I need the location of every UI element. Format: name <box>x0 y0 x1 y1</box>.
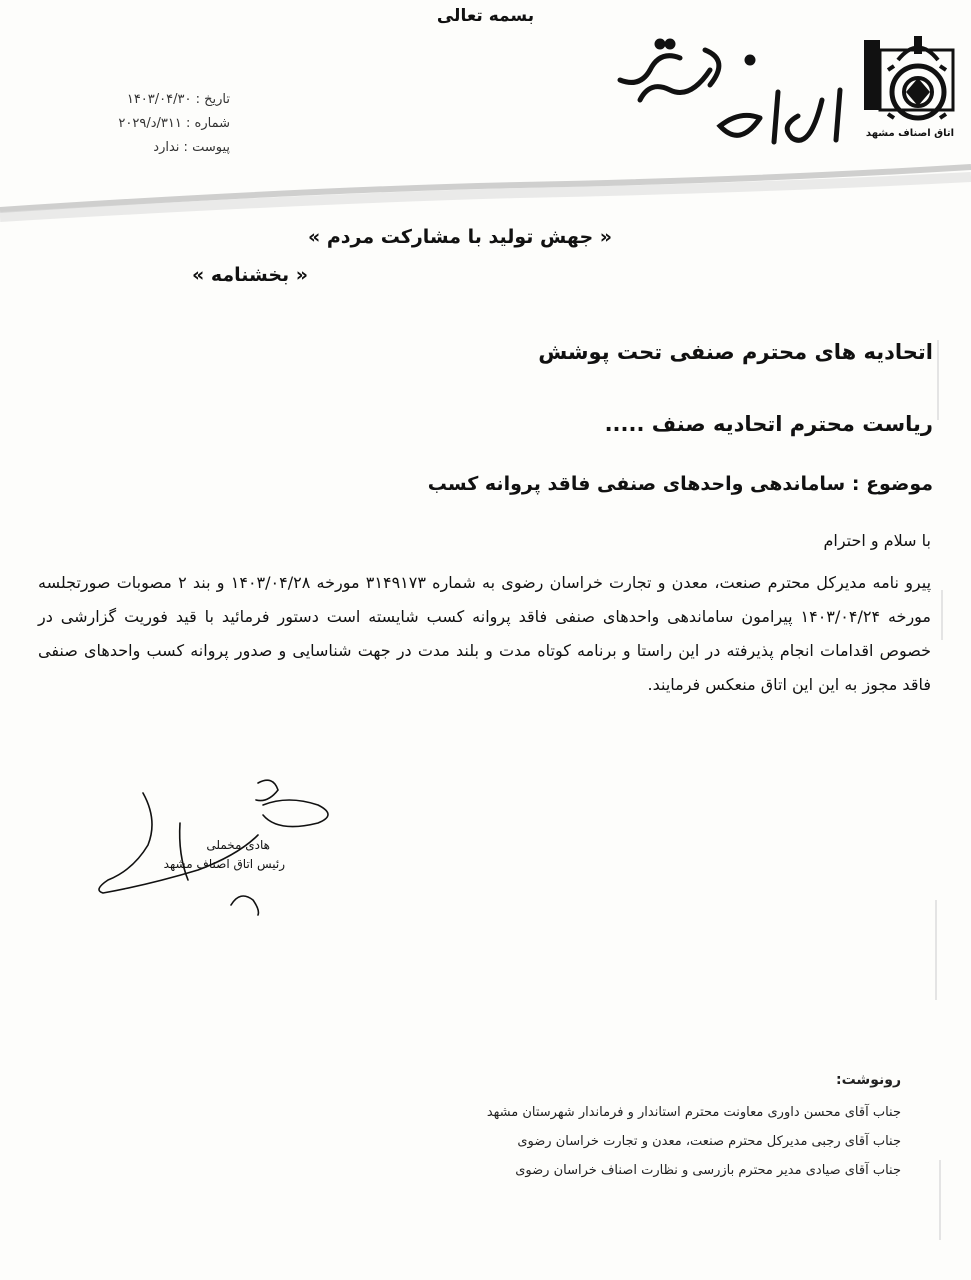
circular-heading: « بخشنامه » <box>191 264 309 286</box>
bismillah-heading: بسمه تعالی <box>436 6 535 26</box>
date-row: تاریخ : ۱۴۰۳/۰۴/۳۰ <box>126 92 230 107</box>
signer-title: رئیس اتاق اصناف مشهد <box>163 857 285 871</box>
greeting: با سلام و احترام <box>823 531 931 550</box>
cc-item: جناب آقای محسن داوری معاونت محترم استاندار و فرماندار شهرستان مشهد <box>486 1105 901 1120</box>
header-divider-swoosh <box>0 155 971 225</box>
slogan: « جهش تولید با مشارکت مردم » <box>307 226 613 248</box>
date-label: تاریخ <box>204 92 230 107</box>
number-label: شماره <box>194 116 230 131</box>
attachment-label: پیوست <box>192 140 230 155</box>
addressee-line-1: اتحادیه های محترم صنفی تحت پوشش <box>538 340 933 364</box>
addressee-line-2: ریاست محترم اتحادیه صنف ..... <box>604 412 933 436</box>
signer-name: هادی مخملی <box>206 838 270 852</box>
cc-block <box>431 1072 901 1185</box>
cc-title: رونوشت: <box>836 1072 901 1088</box>
brand-calligraphy-logo <box>610 30 855 160</box>
scan-edge-marks <box>920 300 950 1250</box>
number-value: ۳۱۱/د/۲۰۲۹ <box>118 116 182 131</box>
attachment-row: پیوست : ندارد <box>153 140 230 155</box>
letter-meta <box>60 88 230 160</box>
attachment-value: ندارد <box>153 140 180 155</box>
logo-caption: اتاق اصناف مشهد <box>865 128 955 139</box>
subject-line: موضوع : ساماندهی واحدهای صنفی فاقد پروانه کسب <box>427 473 933 495</box>
number-row: شماره : ۳۱۱/د/۲۰۲۹ <box>118 116 230 131</box>
date-value: ۱۴۰۳/۰۴/۳۰ <box>126 92 192 107</box>
letter-body: پیرو نامه مدیرکل محترم صنعت، معدن و تجارت خراسان رضوی به شماره ۳۱۴۹۱۷۳ مورخه ۱۴۰۳/۰۴/۲۸ و بند ۲ مصوبات صورتجلسه مورخه ۱۴۰۳/۰۴/۲۴ پیرامون ساماندهی واحدهای صنفی فاقد پروانه کسب شایسته است دستور فرمائید با قید فوریت گزارشی در خصوص اقدامات انجام پذیرفته در این راستا و برنامه کوتاه مدت و بلند مدت در جهت شناسایی و صدور پروانه کسب واحدهای صنفی فاقد مجوز به این این اتاق منعکس فرمایند. <box>38 573 932 694</box>
cc-item: جناب آقای صیادی مدیر محترم بازرسی و نظارت اصناف خراسان رضوی <box>515 1163 901 1178</box>
cc-item: جناب آقای رجبی مدیرکل محترم صنعت، معدن و تجارت خراسان رضوی <box>517 1134 901 1149</box>
